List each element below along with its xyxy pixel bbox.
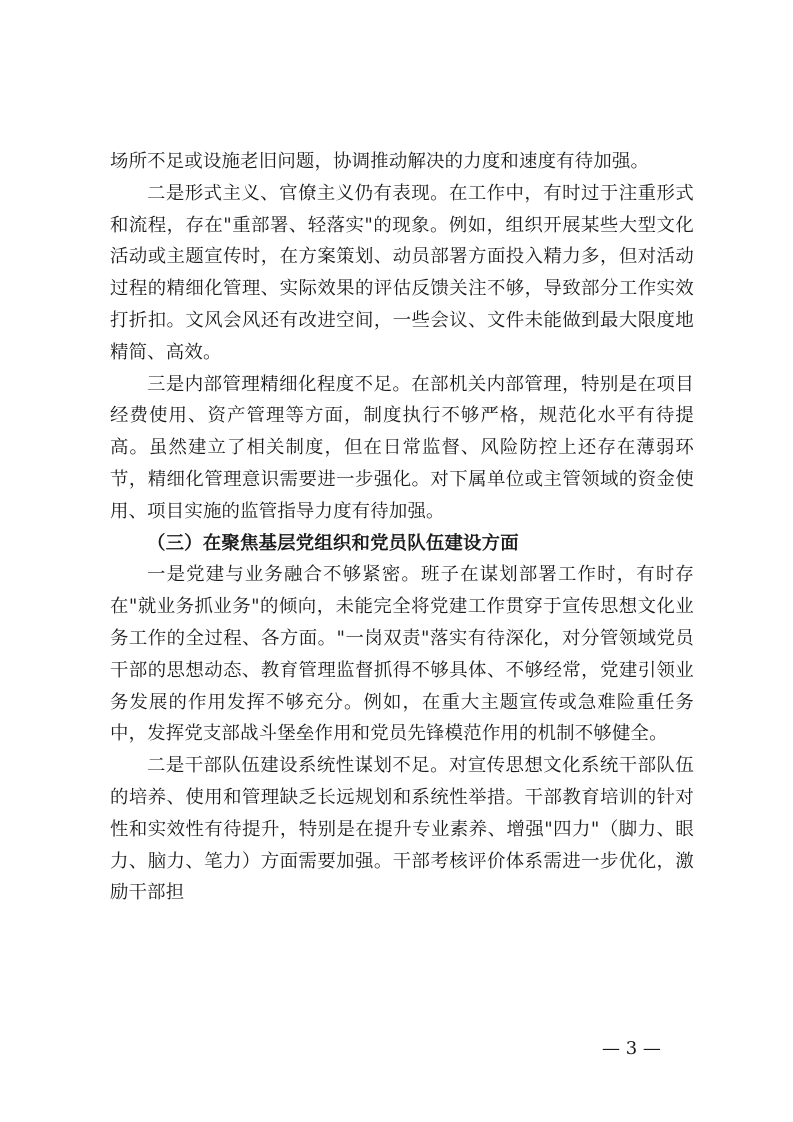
paragraph-internal-management: 三是内部管理精细化程度不足。在部机关内部管理，特别是在项目经费使用、资产管理等方面，制度执行不够严格，规范化水平有待提高。虽然建立了相关制度，但在日常监督、风险防控上还存在薄弱环节，精细化管理意识需要进一步强化。对下属单位或主管领域的资金使用、项目实施的监管指导力度有待加强。 xyxy=(110,373,694,522)
paragraph-formalism: 二是形式主义、官僚主义仍有表现。在工作中，有时过于注重形式和流程，存在"重部署、轻落实"的现象。例如，组织开展某些大型文化活动或主题宣传时，在方案策划、动员部署方面投入精力多，但对活动过程的精细化管理、实际效果的评估反馈关注不够，导致部分工作实效打折扣。文风会风还有改进空间，一些会议、文件未能做到最大限度地精简、高效。 xyxy=(110,182,694,363)
paragraph-party-business-integration: 一是党建与业务融合不够紧密。班子在谋划部署工作时，有时存在"就业务抓业务"的倾向，未能完全将党建工作贯穿于宣传思想文化业务工作的全过程、各方面。"一岗双责"落实有待深化，对分管领域党员干部的思想动态、教育管理监督抓得不够具体、不够经常，党建引领业务发展的作用发挥不够充分。例如，在重大主题宣传或急难险重任务中，发挥党支部战斗堡垒作用和党员先锋模范作用的机制不够健全。 xyxy=(110,564,694,745)
paragraph-cadre-team-building: 二是干部队伍建设系统性谋划不足。对宣传思想文化系统干部队伍的培养、使用和管理缺乏长远规划和系统性举措。干部教育培训的针对性和实效性有待提升，特别是在提升专业素养、增强"四力"（脚力、眼力、脑力、笔力）方面需要加强。干部考核评价体系需进一步优化，激励干部担 xyxy=(110,755,694,904)
paragraph-continuation: 场所不足或设施老旧问题，协调推动解决的力度和速度有待加强。 xyxy=(110,151,650,172)
document-body xyxy=(110,146,694,909)
page-number: — 3 — xyxy=(602,1038,661,1059)
section-heading-party-building: （三）在聚焦基层党组织和党员队伍建设方面 xyxy=(147,532,519,554)
